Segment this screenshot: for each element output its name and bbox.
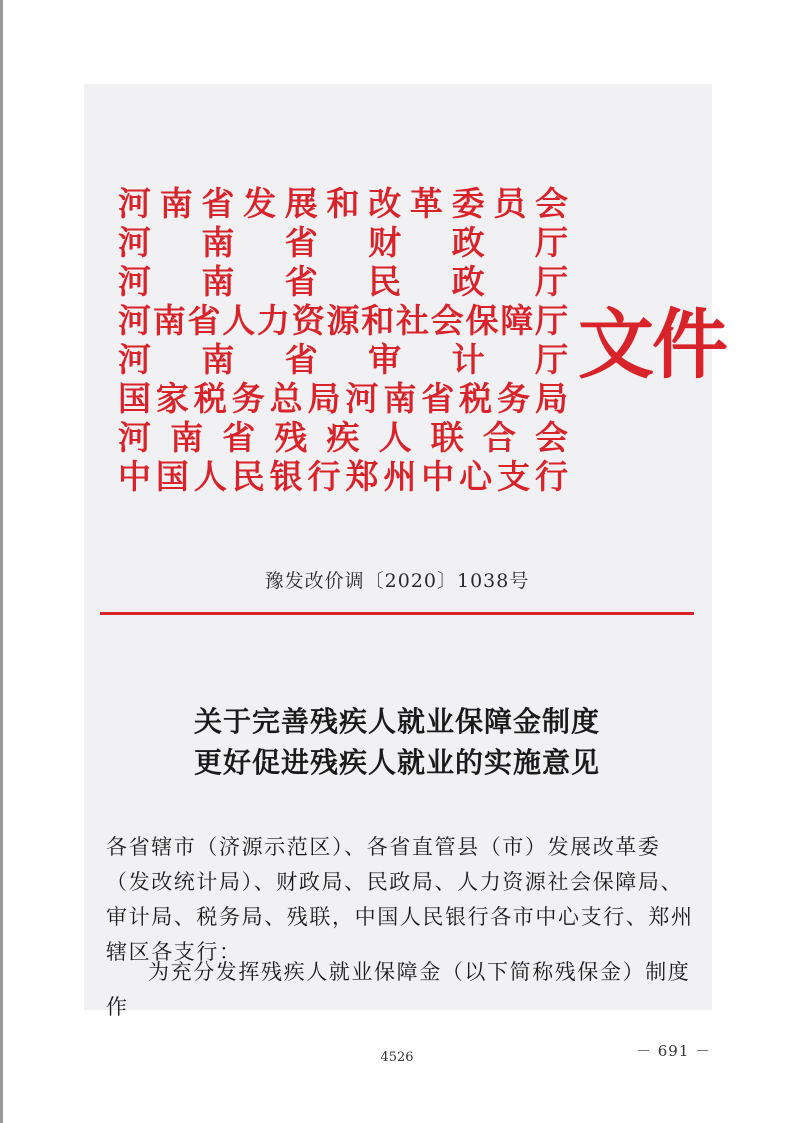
red-separator-line — [100, 612, 694, 615]
agency-name-char: 省 — [284, 340, 318, 379]
issuing-agencies-header — [118, 184, 577, 496]
agency-name-char: 审 — [368, 340, 402, 379]
agency-name-char: 政 — [451, 223, 485, 262]
agency-name-char: 南 — [201, 223, 235, 262]
agency-name-char: 厅 — [534, 223, 568, 262]
page-number: 4526 — [380, 1050, 414, 1065]
agency-name-char: 残 — [274, 418, 308, 457]
agency-name-char: 计 — [451, 340, 485, 379]
agency-name-char: 会 — [535, 418, 568, 457]
agency-name-char: 厅 — [534, 340, 568, 379]
agency-name-char: 省 — [284, 223, 318, 262]
page-edge-shadow — [0, 0, 3, 1123]
agency-name-char: 河 — [118, 340, 151, 379]
addressee-paragraph: 各省辖市（济源示范区）、各省直管县（市）发展改革委（发改统计局）、财政局、民政局、人力资源社会保障局、审计局、税务局、残联，中国人民银行各市中心支行、郑州辖区各支行： — [106, 835, 694, 964]
agency-name-char: 河 — [118, 418, 151, 457]
agency-name — [118, 262, 568, 301]
agency-name-char: 省 — [284, 262, 318, 301]
agency-name — [118, 340, 568, 379]
document-type-label: 文件 — [578, 300, 726, 389]
agency-name-char: 联 — [430, 418, 464, 457]
agency-name-char: 疾 — [326, 418, 360, 457]
agency-name — [118, 379, 573, 418]
agency-name — [118, 301, 568, 340]
agency-name — [118, 223, 568, 262]
folio-number: － 691 － — [636, 1042, 712, 1060]
agency-name-char: 南 — [170, 418, 204, 457]
agency-name-char: 财 — [368, 223, 402, 262]
agency-name — [118, 418, 568, 457]
agency-name-text: 中国人民银行郑州中心支行 — [118, 457, 573, 496]
agency-name — [118, 457, 573, 496]
agency-name-text: 河南省发展和改革委员会 — [118, 184, 577, 223]
agency-name-char: 合 — [482, 418, 516, 457]
agency-name-char: 南 — [201, 262, 235, 301]
agency-name-char: 河 — [118, 262, 151, 301]
agency-name-text: 国家税务总局河南省税务局 — [118, 379, 573, 418]
agency-name-char: 省 — [222, 418, 256, 457]
agency-name-char: 厅 — [534, 262, 568, 301]
agency-name-char: 民 — [368, 262, 402, 301]
agency-name-text: 河南省人力资源和社会保障厅 — [118, 301, 570, 340]
document-title-line-2: 更好促进残疾人就业的实施意见 — [193, 746, 600, 779]
agency-name — [118, 184, 577, 223]
agency-name-char: 河 — [118, 223, 151, 262]
agency-name-char: 人 — [378, 418, 412, 457]
agency-name-char: 南 — [201, 340, 235, 379]
agency-name-char: 政 — [451, 262, 485, 301]
document-number: 豫发改价调〔2020〕1038号 — [264, 570, 530, 592]
body-paragraph-start: 为充分发挥残疾人就业保障金（以下简称残保金）制度作 — [106, 960, 691, 1019]
document-title-line-1: 关于完善残疾人就业保障金制度 — [193, 705, 600, 738]
